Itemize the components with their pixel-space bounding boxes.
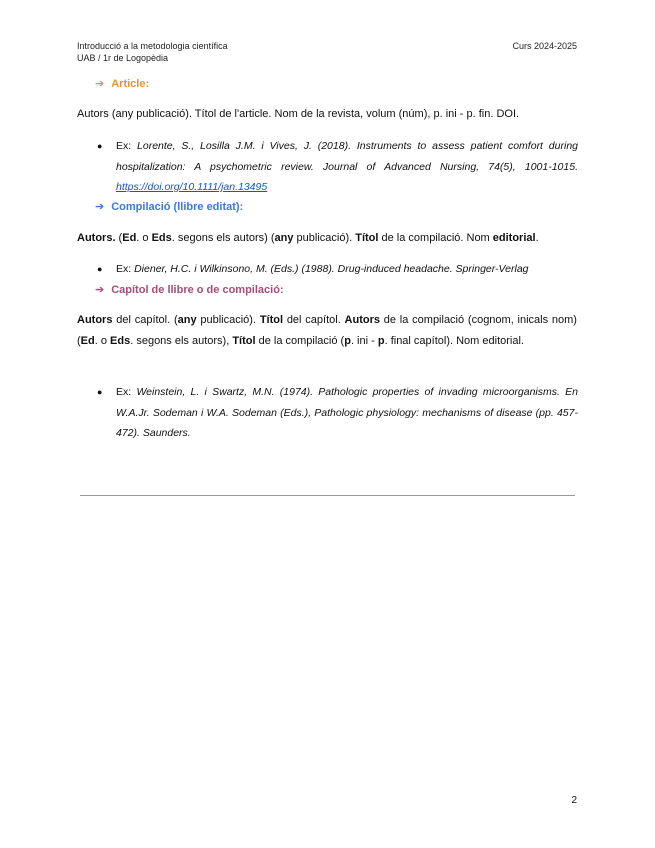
ex-label: Ex: xyxy=(116,263,132,275)
header-institution: UAB / 1r de Logopèdia xyxy=(77,53,169,63)
article-format: Autors (any publicació). Títol de l'article. Nom de la revista, volum (núm), p. ini - p. fin. DOI. xyxy=(77,108,520,120)
example-text: Lorente, S., Losilla J.M. i Vives, J. (2018). Instruments to assess patient comfort during hospitalization: A psychometric review. Journal of Advanced Nursing, 74(5), 1001-1015. xyxy=(116,140,578,173)
format-fragment: . xyxy=(535,232,539,244)
format-fragment: del capítol. xyxy=(283,314,345,326)
horizontal-divider xyxy=(80,495,575,496)
format-fragment: de la compilació (cognom, inicals nom) ( xyxy=(77,314,577,347)
bullet-icon: ● xyxy=(97,387,103,397)
section-heading-capitol xyxy=(95,283,284,297)
format-fragment: Ed xyxy=(122,232,137,244)
format-fragment: Eds xyxy=(110,334,131,347)
format-fragment: any xyxy=(177,314,197,326)
example-text: Diener, H.C. i Wilkinsono, M. (Eds.) (1988). Drug-induced headache. Springer-Verlag xyxy=(134,263,529,275)
format-fragment: . final capítol). Nom editorial. xyxy=(384,334,524,347)
heading-text: Capítol de llibre o de compilació: xyxy=(111,284,284,296)
section-heading-compilacio xyxy=(95,200,243,214)
format-fragment: p xyxy=(377,334,385,347)
format-fragment: Eds xyxy=(151,232,172,244)
format-fragment: Autors. xyxy=(77,232,116,244)
format-fragment: . segons els autors), xyxy=(130,334,233,347)
header-course-title: Introducció a la metodologia científica xyxy=(77,41,228,51)
arrow-icon: ➔ xyxy=(95,284,105,296)
format-fragment: editorial xyxy=(492,232,536,244)
header-left xyxy=(77,40,228,64)
format-fragment: . o xyxy=(136,232,152,244)
format-fragment: ( xyxy=(115,232,123,244)
format-fragment: Títol xyxy=(355,232,379,244)
format-fragment: publicació). xyxy=(293,232,356,244)
article-example xyxy=(97,136,578,198)
heading-text: Article: xyxy=(111,78,150,90)
format-fragment: . ini - xyxy=(350,334,378,347)
format-fragment: Autors xyxy=(77,314,113,326)
format-fragment: Ed xyxy=(80,334,95,347)
doi-link[interactable]: https://doi.org/10.1111/jan.13495 xyxy=(116,181,268,193)
format-fragment: publicació). xyxy=(196,314,260,326)
heading-text: Compilació (llibre editat): xyxy=(111,201,244,213)
section-heading-article xyxy=(95,77,149,91)
ex-label: Ex: xyxy=(116,140,132,152)
format-fragment: . o xyxy=(94,334,111,347)
arrow-icon: ➔ xyxy=(95,78,105,90)
format-fragment: Títol xyxy=(259,314,284,326)
capitol-format xyxy=(77,310,577,351)
format-fragment: p xyxy=(344,334,351,347)
format-fragment: Títol xyxy=(232,334,256,347)
ex-label: Ex: xyxy=(116,386,132,398)
capitol-example xyxy=(97,382,578,444)
arrow-icon: ➔ xyxy=(95,201,105,213)
format-fragment: de la compilació ( xyxy=(255,334,345,347)
format-fragment: de la compilació. Nom xyxy=(378,232,493,244)
format-fragment: del capítol. ( xyxy=(112,314,178,326)
compilacio-example xyxy=(97,259,578,280)
example-text: Weinstein, L. i Swartz, M.N. (1974). Pathologic properties of invading microorganisms. En W.A.Jr. Sodeman i W.A. Sodeman (Eds.), Pathologic physiology: mechanisms of disease (pp. 457-472). Saunders. xyxy=(116,386,579,439)
format-fragment: Autors xyxy=(344,314,380,326)
header-academic-year: Curs 2024-2025 xyxy=(512,41,577,51)
compilacio-format xyxy=(77,228,577,249)
bullet-icon: ● xyxy=(97,264,103,274)
page-number: 2 xyxy=(571,795,577,806)
bullet-icon: ● xyxy=(97,141,103,151)
format-fragment: any xyxy=(274,232,294,244)
format-fragment: . segons els autors) ( xyxy=(171,232,275,244)
